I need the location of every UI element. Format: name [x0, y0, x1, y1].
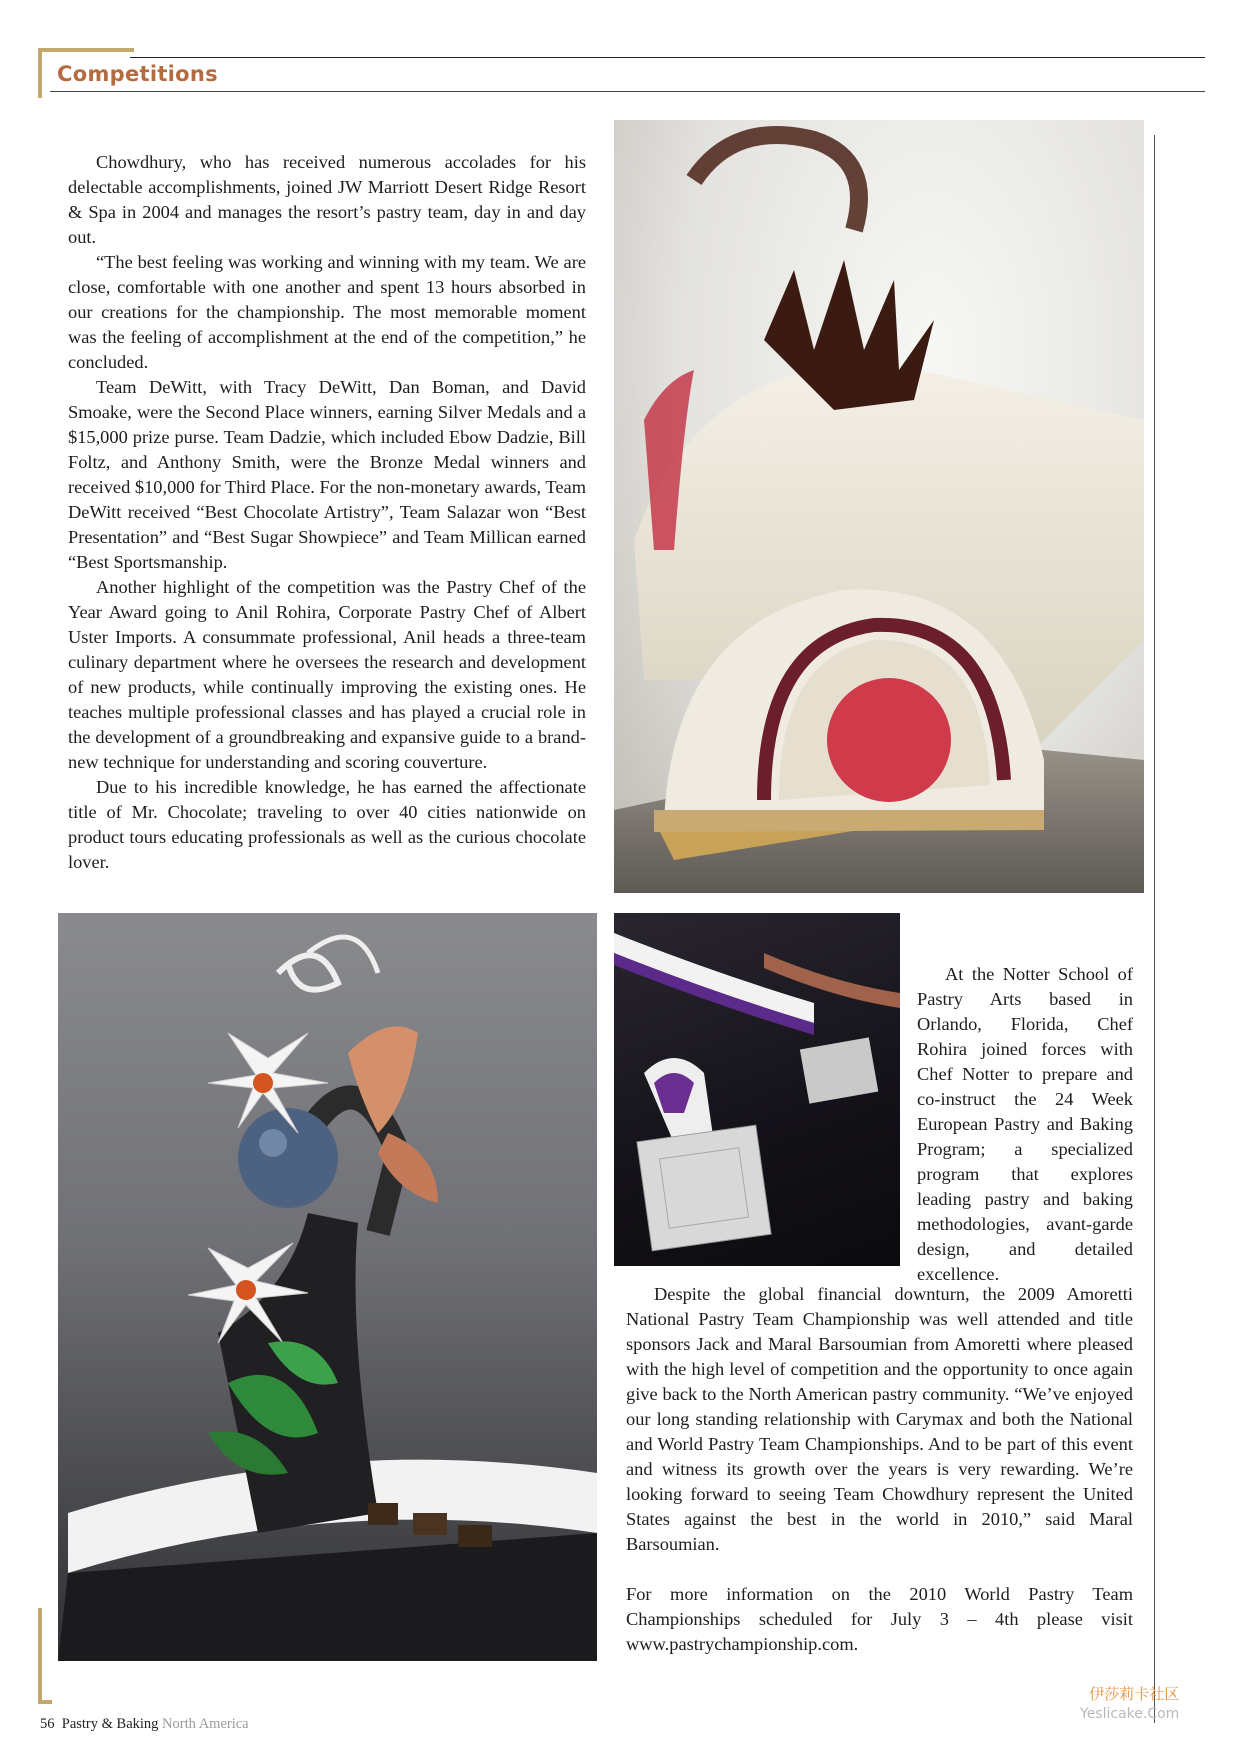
magazine-region: North America: [162, 1716, 249, 1732]
watermark-site-text: Yeslicake.Com: [1080, 1706, 1180, 1722]
article-bottom-column: [626, 1282, 1133, 1657]
silver-medals-photo: [614, 913, 900, 1266]
paragraph: Another highlight of the competition was the Pastry Chef of the Year Award going to Anil Rohira, Corporate Pastry Chef of Albert Uster Imports. A consummate professional, Anil heads a three-team culinary department where he oversees the research and development of new products, while continually improving the existing ones. He teaches multiple professional classes and has played a crucial role in the development of a groundbreaking and expansive guide to a brand-new technique for understanding and scoring couverture.: [68, 577, 586, 772]
medals-illustration: [614, 913, 900, 1266]
page-footer: [40, 1716, 249, 1733]
chocolate-showpiece-photo: [58, 913, 597, 1661]
dessert-roulade-photo: [614, 120, 1144, 893]
paragraph: “The best feeling was working and winning with my team. We are close, comfortable with one another and spent 13 hours absorbed in our creations for the championship. The most memorable moment was the feeling of accomplishment at the end of the competition,” he concluded.: [68, 252, 586, 372]
article-sidebar-column: [917, 962, 1133, 1287]
right-column-rule: [1154, 135, 1155, 1723]
section-title: Competitions: [57, 62, 218, 86]
magazine-name: Pastry & Baking: [61, 1716, 159, 1732]
paragraph: Due to his incredible knowledge, he has earned the affectionate title of Mr. Chocolate; traveling to over 40 cities nationwide on product tours educating professionals as well as the curious chocolate lover.: [68, 777, 586, 872]
dessert-illustration: [614, 120, 1144, 893]
article-left-column: [68, 150, 586, 875]
site-watermark: [1080, 1683, 1179, 1722]
page-number: 56: [40, 1716, 55, 1732]
paragraph: Team DeWitt, with Tracy DeWitt, Dan Boman, and David Smoake, were the Second Place winners, earning Silver Medals and a $15,000 prize purse. Team Dadzie, which included Ebow Dadzie, Bill Foltz, and Anthony Smith, were the Bronze Medal winners and received $10,000 for Third Place. For the non-monetary awards, Team DeWitt received “Best Chocolate Artistry”, Team Salazar won “Best Presentation” and “Best Sugar Showpiece” and Team Millican earned “Best Sportsmanship.: [68, 377, 586, 572]
showpiece-illustration: [58, 913, 597, 1661]
paragraph: Despite the global financial downturn, the 2009 Amoretti National Pastry Team Championship was well attended and title sponsors Jack and Maral Barsoumian from Amoretti where pleased with the high level of competition and the opportunity to once again give back to the North American pastry community. “We’ve enjoyed our long standing relationship with Carymax and both the National and World Pastry Team Championships. And to be part of this event and witness its growth over the years is very rewarding. We’re looking forward to seeing Team Chowdhury represent the United States against the best in the world in 2010,” said Maral Barsoumian.: [626, 1284, 1133, 1554]
header-top-rule: [130, 57, 1205, 58]
paragraph: At the Notter School of Pastry Arts based in Orlando, Florida, Chef Rohira joined forces with Chef Notter to prepare and co-instruct the 24 Week European Pastry and Baking Program; a specialized program that explores leading pastry and baking methodologies, avant-garde design, and detailed excellence.: [917, 964, 1133, 1284]
gold-corner-bracket-bottom: [38, 1608, 52, 1704]
more-info-paragraph: For more information on the 2010 World Pastry Team Championships scheduled for July 3 – 4th please visit www.pastrychampionship.com.: [626, 1584, 1133, 1654]
header-underline-rule: [50, 91, 1205, 92]
paragraph: Chowdhury, who has received numerous accolades for his delectable accomplishments, joined JW Marriott Desert Ridge Resort & Spa in 2004 and manages the resort’s pastry team, day in and day out.: [68, 152, 586, 247]
watermark-chinese-text: 伊莎莉卡社区: [1089, 1685, 1180, 1703]
